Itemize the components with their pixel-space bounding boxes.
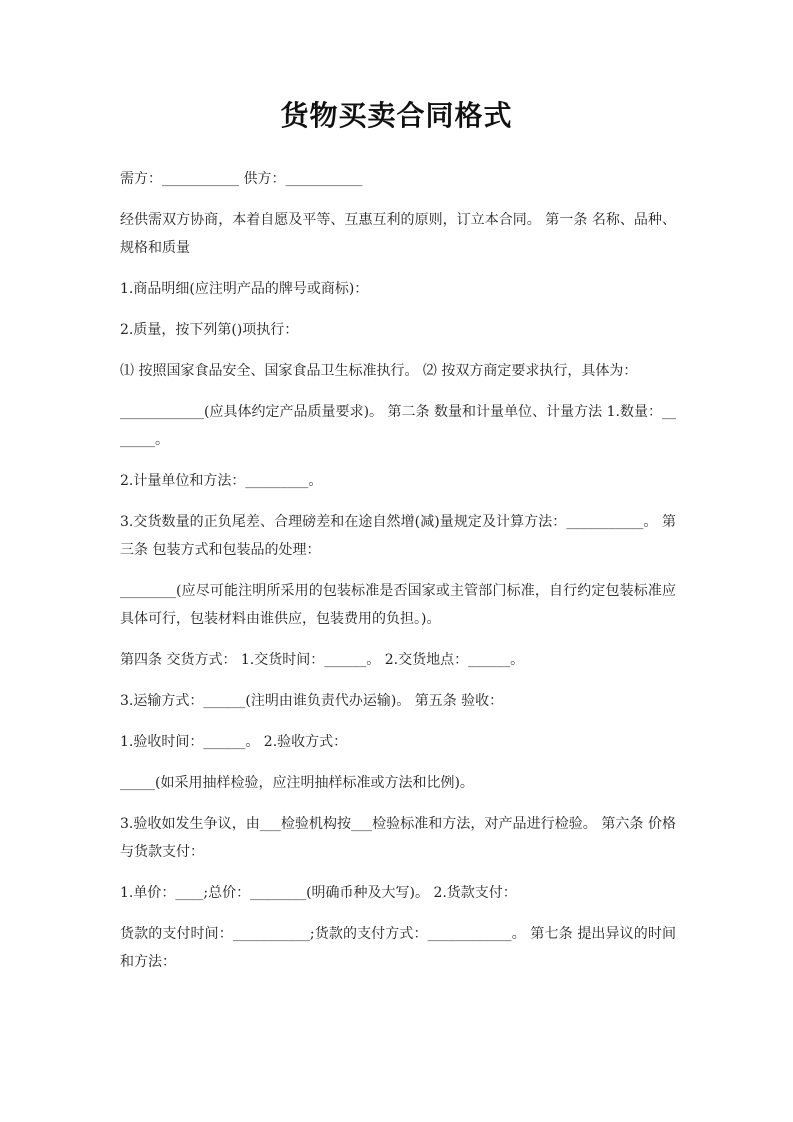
paragraph-quality-requirements: ____________(应具体约定产品质量要求)。 第二条 数量和计量单位、计量方法 1.数量：_______。 bbox=[120, 404, 676, 448]
paragraph-product-detail: 1.商品明细(应注明产品的牌号或商标)： bbox=[120, 281, 369, 297]
paragraph-acceptance: 1.验收时间：______。 2.验收方式： bbox=[120, 734, 348, 750]
paragraph-payment: 货款的支付时间：___________;货款的支付方式：____________。 第七条 提出异议的时间和方法： bbox=[120, 926, 676, 970]
paragraph-sampling: _____(如采用抽样检验，应注明抽样标准或方法和比例)。 bbox=[120, 775, 474, 791]
paragraph-delivery: 第四条 交货方式： 1.交货时间：______。 2.交货地点：______。 bbox=[120, 652, 525, 668]
paragraph-dispute: 3.验收如发生争议，由___检验机构按___检验标准和方法，对产品进行检验。 第六条 价格与货款支付： bbox=[120, 816, 676, 860]
paragraph-preamble: 经供需双方协商，本着自愿及平等、互惠互利的原则，订立本合同。 第一条 名称、品种、规格和质量 bbox=[120, 212, 676, 256]
paragraph-quality-options: ⑴ 按照国家食品安全、国家食品卫生标准执行。 ⑵ 按双方商定要求执行，具体为： bbox=[120, 363, 638, 379]
paragraph-parties: 需方：___________ 供方：___________ bbox=[120, 171, 363, 187]
paragraph-measurement: 2.计量单位和方法：_________。 bbox=[120, 473, 323, 489]
paragraph-packaging: ________(应尽可能注明所采用的包装标准是否国家或主管部门标准，自行约定包装标准应具体可行，包装材料由谁供应，包装费用的负担。)。 bbox=[120, 583, 676, 627]
document-body bbox=[120, 165, 676, 989]
paragraph-tolerance: 3.交货数量的正负尾差、合理磅差和在途自然增(减)量规定及计算方法：___________。 第三条 包装方式和包装品的处理： bbox=[120, 514, 676, 558]
document-title: 货物买卖合同格式 bbox=[280, 99, 513, 132]
paragraph-price: 1.单价：____;总价：________(明确币种及大写)。 2.货款支付： bbox=[120, 885, 517, 901]
paragraph-quality: 2.质量，按下列第()项执行： bbox=[120, 322, 299, 338]
paragraph-transport: 3.运输方式：______(注明由谁负责代办运输)。 第五条 验收： bbox=[120, 693, 504, 709]
